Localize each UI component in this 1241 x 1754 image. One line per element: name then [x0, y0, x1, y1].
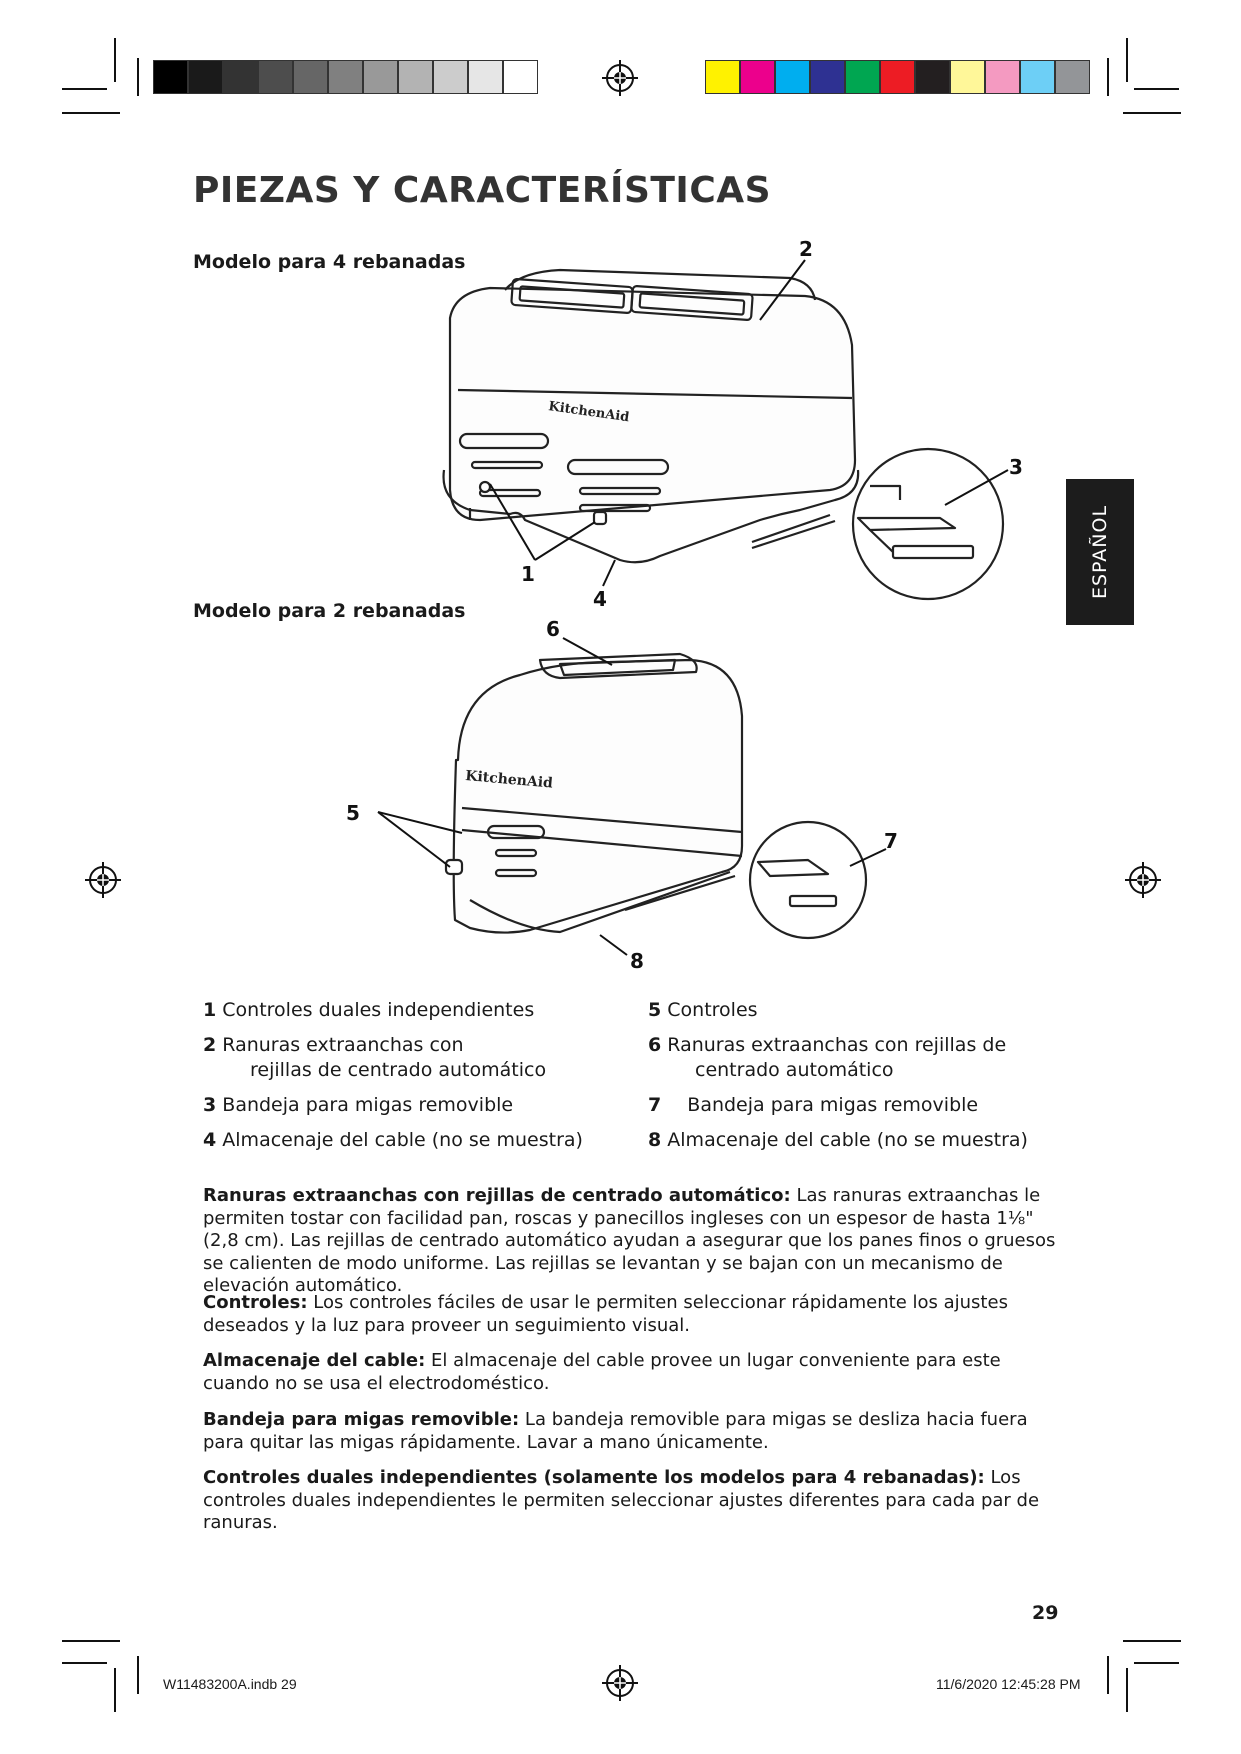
feature-heading: Almacenaje del cable: — [203, 1350, 426, 1371]
feature-body: La bandeja removible para migas se desliza hacia fuera para quitar las migas rápidamente. Lavar a mano únicamente. — [203, 1409, 1028, 1453]
legend-item — [203, 1128, 633, 1153]
brand-mark-4slice: KitchenAid — [547, 399, 631, 426]
legend-item — [203, 1093, 633, 1118]
callout-1: 1 — [521, 562, 535, 586]
registration-mark-top — [602, 60, 638, 96]
legend-text-cont: centrado automático — [695, 1059, 894, 1081]
model-label-4-slice: Modelo para 4 rebanadas — [193, 251, 466, 273]
legend-item — [648, 1033, 1078, 1083]
legend-num: 8 — [648, 1129, 662, 1151]
legend-text: Almacenaje del cable (no se muestra) — [667, 1129, 1028, 1151]
legend-text: Controles duales independientes — [222, 999, 535, 1021]
legend-num: 3 — [203, 1094, 217, 1116]
feature-paragraph — [203, 1409, 1063, 1454]
callout-8: 8 — [630, 949, 644, 973]
feature-body: Los controles duales independientes le permiten seleccionar ajustes diferentes para cada par de ranuras. — [203, 1467, 1040, 1533]
legend-item — [203, 998, 633, 1023]
model-label-2-slice: Modelo para 2 rebanadas — [193, 600, 466, 622]
feature-body: Las ranuras extraanchas le permiten tostar con facilidad pan, roscas y panecillos ingleses con un espesor de hasta 1⅛" (2,8 cm). Las rejillas de centrado automático ayudan a asegurar que los panes finos o gruesos se calienten de modo uniforme. Las rejillas se levantan y se bajan con un mecanismo de elevación automático. — [203, 1185, 1056, 1296]
legend-text: Ranuras extraanchas con — [222, 1034, 464, 1056]
language-tab — [1066, 479, 1134, 625]
callout-3: 3 — [1009, 455, 1023, 479]
language-tab-label: ESPAÑOL — [1089, 504, 1111, 600]
feature-paragraph — [203, 1185, 1063, 1298]
feature-paragraph — [203, 1292, 1063, 1337]
footer-timestamp: 11/6/2020 12:45:28 PM — [936, 1676, 1081, 1692]
footer-file-info: W11483200A.indb 29 — [163, 1676, 297, 1692]
legend-text: Almacenaje del cable (no se muestra) — [222, 1129, 583, 1151]
callout-4: 4 — [593, 587, 607, 611]
legend-num: 7 — [648, 1094, 662, 1116]
feature-heading: Bandeja para migas removible: — [203, 1409, 520, 1430]
legend-item — [203, 1033, 633, 1083]
feature-body: Los controles fáciles de usar le permiten seleccionar rápidamente los ajustes deseados y la luz para proveer un seguimiento visual. — [203, 1292, 1008, 1336]
legend-text: Ranuras extraanchas con rejillas de — [667, 1034, 1007, 1056]
feature-paragraph — [203, 1467, 1063, 1535]
two-slice-toaster-illustration — [446, 654, 866, 938]
registration-mark-bottom — [602, 1665, 638, 1701]
legend-item — [648, 1093, 1078, 1118]
four-slice-toaster-illustration — [444, 270, 1003, 599]
legend-item — [648, 1128, 1078, 1153]
feature-heading: Controles: — [203, 1292, 308, 1313]
parts-legend-right — [648, 998, 1078, 1153]
legend-text: Bandeja para migas removible — [687, 1094, 979, 1116]
legend-text: Controles — [667, 999, 758, 1021]
page-number: 29 — [1032, 1602, 1059, 1624]
legend-num: 2 — [203, 1034, 217, 1056]
legend-text-cont: rejillas de centrado automático — [250, 1059, 547, 1081]
feature-body: El almacenaje del cable provee un lugar conveniente para este cuando no se usa el electrodoméstico. — [203, 1350, 1001, 1394]
registration-mark-left — [85, 862, 121, 898]
registration-mark-right — [1125, 862, 1161, 898]
feature-heading: Controles duales independientes (solamente los modelos para 4 rebanadas): — [203, 1467, 985, 1488]
legend-num: 4 — [203, 1129, 217, 1151]
callout-5: 5 — [346, 801, 360, 825]
brand-mark-2slice: KitchenAid — [464, 768, 554, 792]
parts-legend-left — [203, 998, 633, 1153]
feature-paragraph — [203, 1350, 1063, 1395]
legend-item — [648, 998, 1078, 1023]
feature-heading: Ranuras extraanchas con rejillas de centrado automático: — [203, 1185, 791, 1206]
callout-2: 2 — [799, 237, 813, 261]
legend-num: 5 — [648, 999, 662, 1021]
page-title: PIEZAS Y CARACTERÍSTICAS — [193, 170, 772, 211]
legend-num: 1 — [203, 999, 217, 1021]
legend-text: Bandeja para migas removible — [222, 1094, 514, 1116]
callout-6: 6 — [546, 617, 560, 641]
callout-7: 7 — [884, 829, 898, 853]
legend-num: 6 — [648, 1034, 662, 1056]
